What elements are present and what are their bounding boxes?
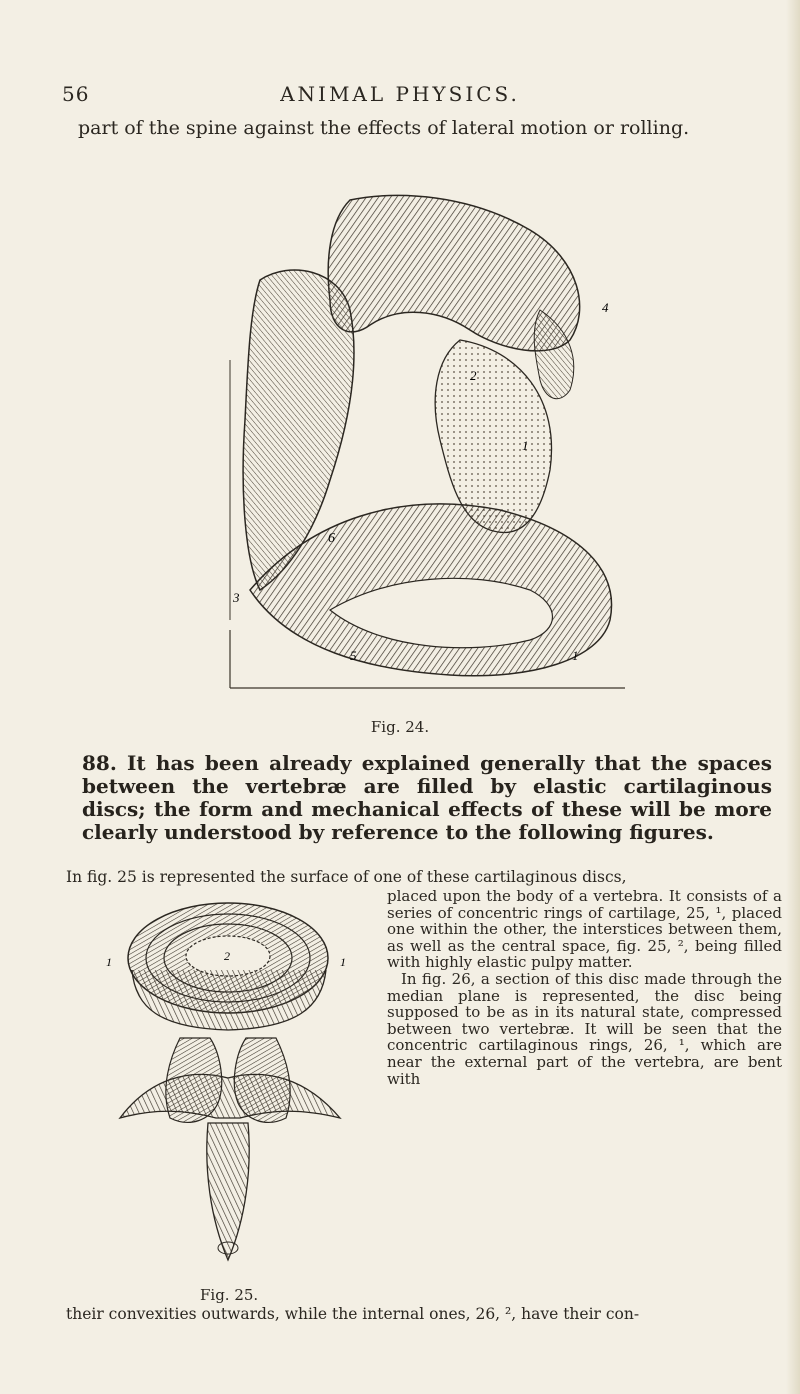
column-paragraph-2: In fig. 26, a section of this disc made through the median plane is represented, the disc being supposed to be as in its natural state, compressed between two vertebræ. It will be seen that the concentric cartilaginous rings, 26, ¹, which are near the external part of the vertebra, are bent with xyxy=(387,969,782,1088)
fig25-intro-line: In fig. 25 is represented the surface of one of these cartilaginous discs, xyxy=(66,868,627,886)
page-edge-shading xyxy=(786,0,800,1394)
fig24-label: 2 xyxy=(470,368,477,383)
continuation-line: part of the spine against the effects of lateral motion or rolling. xyxy=(78,117,690,139)
fig24-label: 1 xyxy=(522,438,529,453)
running-title: ANIMAL PHYSICS. xyxy=(280,82,520,106)
closing-line: their convexities outwards, while the internal ones, 26, ², have their con- xyxy=(66,1305,640,1323)
figure-25-illustration xyxy=(100,888,370,1278)
paragraph-88: 88. It has been already explained generally that the spaces between the vertebræ are filled by elastic cartilaginous discs; the form and mechanical effects of these will be more clearly understood by reference to the following figures. xyxy=(82,751,772,844)
fig24-label: 1 xyxy=(572,648,579,663)
figure-24-caption: Fig. 24. xyxy=(370,718,430,736)
running-head xyxy=(0,82,800,112)
fig25-label: 1 xyxy=(340,955,346,969)
page-number: 56 xyxy=(62,82,90,106)
figure-24-illustration xyxy=(200,190,640,700)
fig24-label: 3 xyxy=(233,590,240,605)
fig24-label: 4 xyxy=(602,300,609,315)
fig25-label: 1 xyxy=(106,955,112,969)
side-column-text xyxy=(387,888,782,1087)
figure-25-caption: Fig. 25. xyxy=(200,1286,259,1304)
column-paragraph-1: placed upon the body of a vertebra. It consists of a series of concentric rings of cartilage, 25, ¹, placed one within the other, the interstices between them, as well as the central space, fig. 25, ², being filled with highly elastic pulpy matter. xyxy=(387,887,782,972)
fig24-label: 5 xyxy=(350,648,357,663)
fig24-label: 6 xyxy=(328,531,335,546)
fig25-label: 2 xyxy=(224,949,230,963)
